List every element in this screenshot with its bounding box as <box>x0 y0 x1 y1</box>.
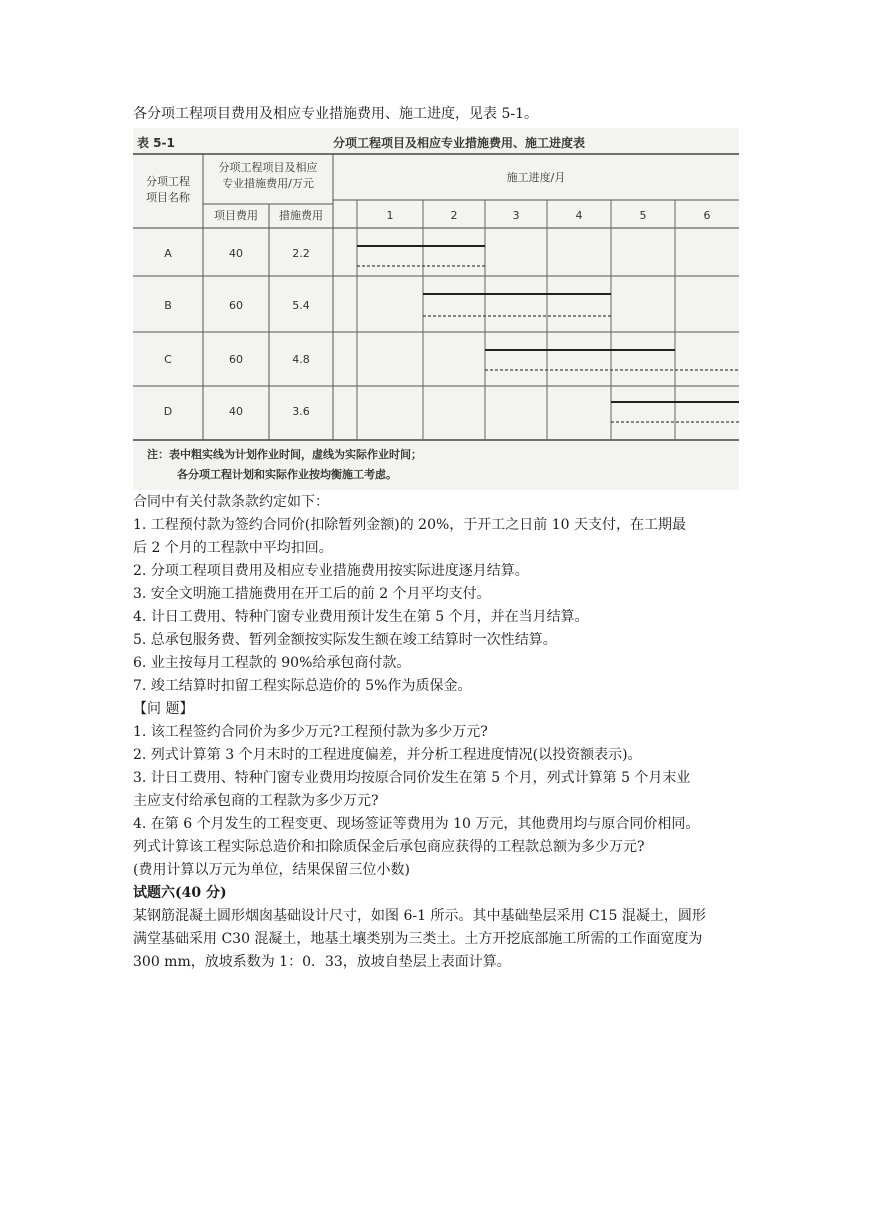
header-progress: 施工进度/月 <box>506 171 566 184</box>
clause-line: 2. 分项工程项目费用及相应专业措施费用按实际进度逐月结算。 <box>133 563 529 579</box>
clause-line: 3. 安全文明施工措施费用在开工后的前 2 个月平均支付。 <box>133 586 491 602</box>
row-measure-cost: 4.8 <box>292 353 310 366</box>
row-measure-cost: 2.2 <box>292 247 310 260</box>
row-name: A <box>164 247 172 260</box>
row-name: C <box>164 353 172 366</box>
section-title: 试题六(40 分) <box>133 885 227 901</box>
table-note-line1: 注：表中粗实线为计划作业时间，虚线为实际作业时间； <box>147 448 422 461</box>
header-cost-group: 分项工程项目及相应 专业措施费用/万元 <box>218 161 318 190</box>
clause-line: 1. 工程预付款为签约合同价(扣除暂列金额)的 20%，于开工之日前 10 天支付，在工期最 <box>133 517 687 533</box>
question-line: 主应支付给承包商的工程款为多少万元? <box>133 793 379 809</box>
clause-line: 4. 计日工费用、特种门窗专业费用预计发生在第 5 个月，并在当月结算。 <box>133 609 589 625</box>
month-header: 3 <box>512 209 520 222</box>
table-number: 表 5-1 <box>137 136 175 150</box>
question-line: 4. 在第 6 个月发生的工程变更、现场签证等费用为 10 万元，其他费用均与原合同价相同。 <box>133 816 700 832</box>
month-header: 5 <box>639 209 647 222</box>
header-item-name: 分项工程 项目名称 <box>146 175 190 204</box>
row-measure-cost: 5.4 <box>292 299 310 312</box>
table-5-1-scan <box>133 128 739 490</box>
question-line: 列式计算该工程实际总造价和扣除质保金后承包商应获得的工程款总额为多少万元? <box>133 839 645 855</box>
month-header: 4 <box>575 209 583 222</box>
clause-line: 7. 竣工结算时扣留工程实际总造价的 5%作为质保金。 <box>133 678 472 694</box>
contract-intro: 合同中有关付款条款约定如下： <box>133 494 329 510</box>
clause-line: 5. 总承包服务费、暂列金额按实际发生额在竣工结算时一次性结算。 <box>133 632 557 648</box>
clause-line: 6. 业主按每月工程款的 90%给承包商付款。 <box>133 655 411 671</box>
month-header: 2 <box>450 209 458 222</box>
row-item-cost: 60 <box>229 299 243 312</box>
header-item-cost: 项目费用 <box>214 209 258 222</box>
header-measure-cost: 措施费用 <box>279 209 323 222</box>
month-header: 6 <box>703 209 711 222</box>
table-note-line2: 各分项工程计划和实际作业按均衡施工考虑。 <box>177 468 397 481</box>
question-line: (费用计算以万元为单位，结果保留三位小数) <box>133 862 410 878</box>
question-line: 2. 列式计算第 3 个月末时的工程进度偏差，并分析工程进度情况(以投资额表示)。 <box>133 747 642 763</box>
clause-line: 后 2 个月的工程款中平均扣回。 <box>133 540 333 556</box>
row-name: D <box>163 405 173 418</box>
row-item-cost: 40 <box>229 405 243 418</box>
row-name: B <box>164 299 172 312</box>
month-header: 1 <box>386 209 394 222</box>
section-body-line: 满堂基础采用 C30 混凝土，地基土壤类别为三类土。土方开挖底部施工所需的工作面宽度为 <box>133 931 703 947</box>
section-body-line: 某钢筋混凝土圆形烟囱基础设计尺寸，如图 6-1 所示。其中基础垫层采用 C15 混凝土，圆形 <box>133 908 706 924</box>
question-line: 1. 该工程签约合同价为多少万元?工程预付款为多少万元? <box>133 724 488 740</box>
row-item-cost: 40 <box>229 247 243 260</box>
row-item-cost: 60 <box>229 353 243 366</box>
questions-heading: 【问 题】 <box>133 701 194 717</box>
question-line: 3. 计日工费用、特种门窗专业费用均按原合同价发生在第 5 个月，列式计算第 5 个月末业 <box>133 770 691 786</box>
table-title: 分项工程项目及相应专业措施费用、施工进度表 <box>333 136 586 150</box>
row-measure-cost: 3.6 <box>292 405 310 418</box>
intro-line: 各分项工程项目费用及相应专业措施费用、施工进度，见表 5-1。 <box>133 106 538 122</box>
section-body-line: 300 mm，放坡系数为 1：0．33，放坡自垫层上表面计算。 <box>133 954 511 970</box>
